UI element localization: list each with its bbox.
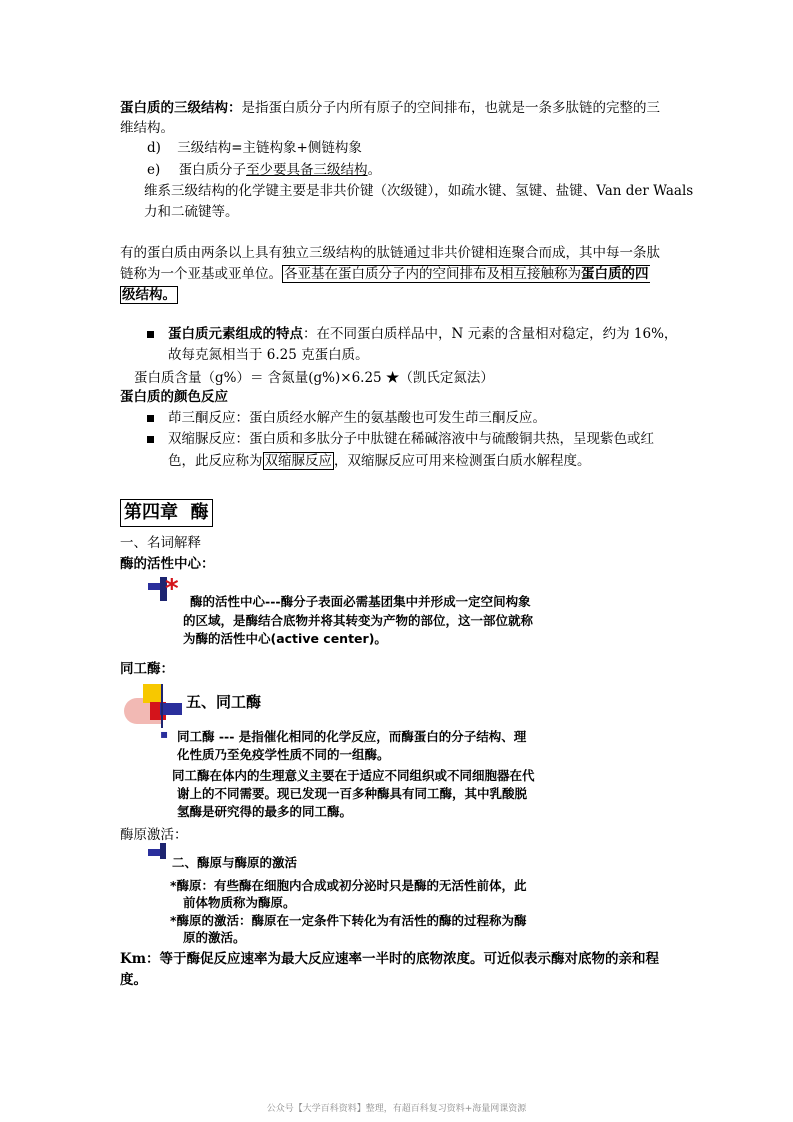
slide-decoration bbox=[160, 843, 166, 859]
km-definition-2: 度。 bbox=[120, 972, 147, 988]
square-bullet bbox=[147, 331, 154, 338]
zymogen-def-1: *酶原：有些酶在细胞内合成或初分泌时只是酶的无活性前体，此 bbox=[170, 878, 527, 893]
elements-line-1 bbox=[168, 324, 677, 344]
isozyme-significance-2: 谢上的不同需要。现已发现一百多种酶具有同工酶，其中乳酸脱 bbox=[177, 786, 528, 801]
isozyme-significance-1: 同工酶在体内的生理意义主要在于适应不同组织或不同细胞器在代 bbox=[172, 768, 535, 783]
biuret-term: 双缩脲反应 bbox=[264, 453, 332, 469]
active-center-def-1: 酶的活性中心---酶分子表面必需基团集中并形成一定空间构象 bbox=[190, 594, 531, 609]
isozyme-label: 同工酶： bbox=[120, 661, 174, 677]
active-center-label: 酶的活性中心： bbox=[120, 556, 215, 572]
protein-content-formula: 蛋白质含量（g%）＝ 含氮量(g%)×6.25 ★（凯氏定氮法） bbox=[134, 370, 494, 386]
zymogen-def-2: 前体物质称为酶原。 bbox=[183, 895, 296, 910]
quaternary-term-1: 蛋白质的四 bbox=[581, 266, 649, 282]
tertiary-definition-2: 维结构。 bbox=[120, 120, 174, 136]
isozyme-def-2: 化性质乃至免疫学性质不同的一组酶。 bbox=[177, 747, 390, 762]
biuret-line-1: 双缩脲反应：蛋白质和多肽分子中肽键在稀碱溶液中与硫酸铜共热，呈现紫色或红 bbox=[168, 431, 654, 447]
quaternary-term-2: 级结构。 bbox=[122, 287, 176, 303]
zymogen-activation-2: 原的激活。 bbox=[183, 930, 246, 945]
zymogen-label: 酶原激活： bbox=[120, 827, 188, 843]
elements-text-1: ：在不同蛋白质样品中，N 元素的含量相对稳定，约为 16%， bbox=[303, 326, 678, 342]
small-square-bullet-icon: ▪ bbox=[160, 727, 169, 741]
chapter-title: 第四章 酶 bbox=[120, 499, 213, 527]
list-marker-d: d) bbox=[147, 140, 161, 156]
asterisk-icon: * bbox=[165, 574, 179, 604]
ninhydrin-reaction: 茚三酮反应：蛋白质经水解产生的氨基酸也可发生茚三酮反应。 bbox=[168, 410, 546, 426]
zymogen-slide-heading: 二、酶原与酶原的激活 bbox=[172, 855, 298, 870]
elements-text-2: 故每克氮相当于 6.25 克蛋白质。 bbox=[168, 347, 369, 363]
active-center-def-3: 为酶的活性中心(active center)。 bbox=[183, 631, 387, 646]
quaternary-line-2 bbox=[120, 264, 650, 284]
square-bullet bbox=[147, 415, 154, 422]
bonds-line-2: 力和二硫键等。 bbox=[144, 204, 239, 220]
biuret-line-2: 色，此反应称为 双缩脲反应 ，双缩脲反应可用来检测蛋白质水解程度。 bbox=[168, 453, 591, 469]
quaternary-boxed: 各亚基在蛋白质分子内的空间排布及相互接触称为蛋白质的四 bbox=[284, 266, 649, 282]
quaternary-line-3 bbox=[120, 285, 178, 305]
list-text-e-prefix: 蛋白质分子 bbox=[178, 162, 247, 178]
tertiary-paragraph bbox=[120, 98, 660, 118]
isozyme-def-1: 同工酶 --- 是指催化相同的化学反应，而酶蛋白的分子结构、理 bbox=[177, 729, 527, 744]
list-text-e-end: 。 bbox=[367, 162, 382, 178]
list-text-d: 三级结构=主链构象+侧链构象 bbox=[177, 140, 362, 156]
section-heading: 一、名词解释 bbox=[120, 535, 201, 551]
list-marker-e: e) bbox=[147, 162, 161, 178]
list-item-e bbox=[147, 160, 381, 180]
slide-decoration bbox=[143, 684, 162, 703]
color-reaction-title: 蛋白质的颜色反应 bbox=[120, 389, 228, 405]
isozyme-significance-3: 氢酶是研究得的最多的同工酶。 bbox=[177, 804, 353, 819]
zymogen-activation-1: *酶原的激活：酶原在一定条件下转化为有活性的酶的过程称为酶 bbox=[170, 913, 527, 928]
bonds-line-1: 维系三级结构的化学键主要是非共价键（次级键），如疏水键、氢键、盐键、Van der Waals bbox=[144, 183, 694, 199]
tertiary-definition-1: 是指蛋白质分子内所有原子的空间排布，也就是一条多肽链的完整的三 bbox=[241, 100, 660, 116]
km-definition-1: Km：等于酶促反应速率为最大反应速率一半时的底物浓度。可近似表示酶对底物的亲和程 bbox=[120, 951, 660, 967]
elements-title: 蛋白质元素组成的特点 bbox=[168, 326, 303, 342]
square-bullet bbox=[147, 436, 154, 443]
quaternary-line-1: 有的蛋白质由两条以上具有独立三级结构的肽链通过非共价键相连聚合而成，其中每一条肽 bbox=[120, 245, 660, 261]
footer-note: 公众号【大学百科资料】整理，有超百科复习资料+海量网课资源 bbox=[266, 1104, 527, 1114]
slide-decoration bbox=[160, 703, 182, 715]
slide-decoration bbox=[161, 684, 163, 728]
list-text-e-underlined: 至少要具备三级结构 bbox=[246, 162, 368, 178]
isozyme-slide-heading: 五、同工酶 bbox=[186, 693, 262, 711]
tertiary-title: 蛋白质的三级结构： bbox=[120, 100, 242, 116]
quaternary-plain: 链称为一个亚基或亚单位。 bbox=[120, 266, 282, 282]
list-item-d bbox=[147, 138, 362, 158]
active-center-def-2: 的区域，是酶结合底物并将其转变为产物的部位，这一部位就称 bbox=[183, 613, 534, 628]
